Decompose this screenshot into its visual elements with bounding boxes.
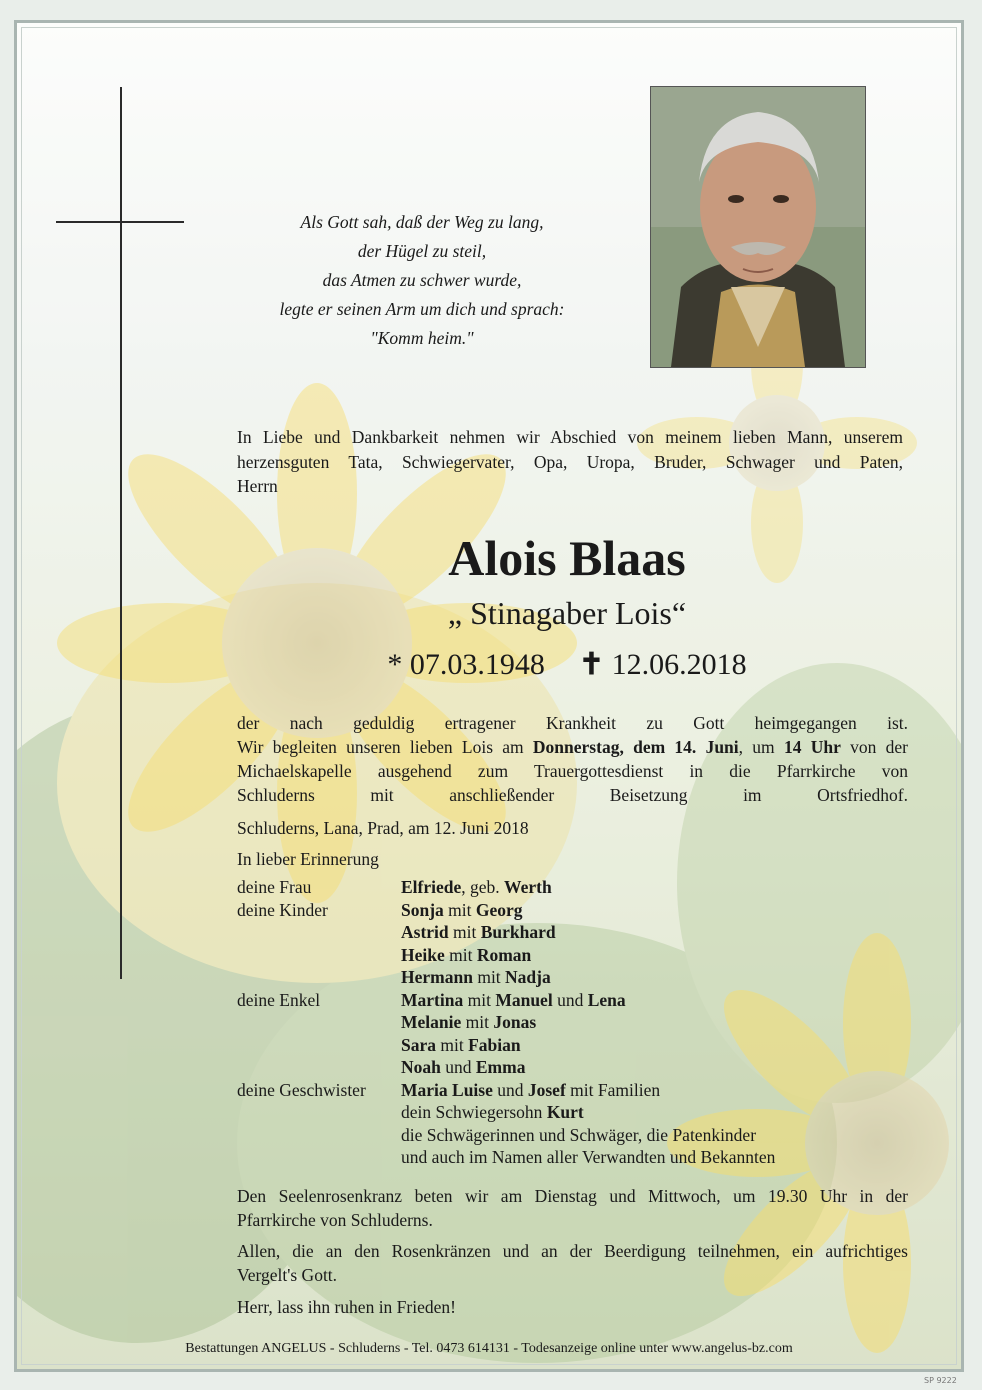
- family-members: [401, 944, 531, 967]
- life-dates: [317, 645, 817, 685]
- poem-line: "Komm heim.": [370, 328, 474, 348]
- poem-line: Als Gott sah, daß der Weg zu lang,: [300, 212, 544, 232]
- family-row: [237, 876, 775, 899]
- family-list: [237, 876, 775, 1169]
- family-members: [401, 899, 523, 922]
- family-member-name: Heike: [401, 944, 445, 965]
- family-relation: [237, 1124, 401, 1147]
- family-relation: deine Frau: [237, 877, 312, 897]
- intro-line: In Liebe und Dankbarkeit nehmen wir Abschied von meinem lieben Mann, unserem: [237, 427, 903, 447]
- deceased-name: Alois Blaas: [448, 530, 686, 586]
- family-connector: mit: [443, 899, 476, 920]
- deceased-nickname: „ Stinagaber Lois“: [447, 595, 687, 631]
- family-member-name: Roman: [476, 944, 532, 965]
- funeral-details: [237, 711, 908, 807]
- family-relation: deine Enkel: [237, 989, 321, 1010]
- family-relation: [237, 1146, 401, 1169]
- family-members: [401, 1034, 521, 1057]
- family-row: [237, 944, 775, 967]
- details-text: von der: [840, 737, 908, 757]
- portrait-photo: [650, 86, 866, 368]
- rosary-line: Pfarrkirche von Schluderns.: [237, 1210, 433, 1230]
- family-connector: mit Familien: [565, 1079, 661, 1100]
- family-row: [237, 1034, 775, 1057]
- family-member-name: Martina: [401, 989, 464, 1010]
- family-relation: deine Kinder: [237, 899, 328, 920]
- family-connector: , geb.: [461, 877, 505, 897]
- funeral-time: 14 Uhr: [783, 737, 841, 757]
- family-member-name: Emma: [475, 1057, 526, 1077]
- family-members: [401, 1124, 756, 1147]
- birth-date: * 07.03.1948: [387, 648, 545, 681]
- family-row: [237, 1124, 775, 1147]
- family-members: [401, 1101, 584, 1124]
- thanks-line: Allen, die an den Rosenkränzen und an der Beerdigung teilnehmen, ein aufrichtiges: [237, 1241, 908, 1261]
- family-member-name: Georg: [475, 899, 523, 920]
- family-row: [237, 1101, 775, 1124]
- family-connector: dein Schwiegersohn: [401, 1102, 547, 1122]
- family-row: [237, 989, 775, 1012]
- family-row: [237, 899, 775, 922]
- family-member-name: Manuel: [495, 989, 553, 1010]
- family-relation: [237, 944, 401, 967]
- rosary-line: Den Seelenrosenkranz beten wir am Dienstag und Mittwoch, um 19.30 Uhr in der: [237, 1186, 908, 1206]
- reference-code: SP 9222: [924, 1376, 957, 1385]
- family-members: [401, 1056, 525, 1079]
- family-connector: und auch im Namen aller Verwandten und Bekannten: [401, 1147, 776, 1167]
- family-connector: und: [492, 1079, 528, 1100]
- family-member-name: Burkhard: [480, 922, 556, 942]
- family-connector: und: [440, 1057, 476, 1077]
- family-members: [401, 1011, 536, 1034]
- family-members: [401, 1079, 660, 1102]
- poem-line: das Atmen zu schwer wurde,: [322, 270, 522, 290]
- family-connector: mit: [461, 1012, 494, 1032]
- family-member-name: Sara: [401, 1034, 436, 1055]
- family-members: [401, 1146, 775, 1169]
- family-member-name: Noah: [401, 1057, 441, 1077]
- details-line: Schluderns mit anschließender Beisetzung im Ortsfriedhof.: [237, 785, 908, 805]
- family-connector: mit: [472, 967, 506, 987]
- poem-line: der Hügel zu steil,: [357, 241, 487, 261]
- family-row: [237, 1146, 775, 1169]
- family-member-name: Astrid: [401, 922, 449, 942]
- family-relation: [237, 1056, 401, 1079]
- intro-text: [237, 425, 903, 499]
- death-date: 12.06.2018: [611, 648, 747, 681]
- family-relation: [237, 966, 401, 989]
- family-relation: [237, 1101, 401, 1124]
- family-member-name: Sonja: [401, 899, 444, 920]
- family-row: [237, 1011, 775, 1034]
- family-member-name: Kurt: [546, 1102, 584, 1122]
- family-connector: mit: [436, 1034, 469, 1055]
- family-connector: mit: [463, 989, 496, 1010]
- memory-heading: In lieber Erinnerung: [237, 849, 379, 869]
- details-text: , um: [738, 737, 784, 757]
- family-members: [401, 876, 552, 899]
- family-member-name: Werth: [504, 877, 552, 897]
- thanks-line: Vergelt's Gott.: [237, 1265, 338, 1285]
- family-connector: die Schwägerinnen und Schwäger, die Patenkinder: [401, 1124, 757, 1145]
- family-connector: mit: [444, 944, 477, 965]
- family-member-name: Nadja: [505, 967, 551, 987]
- thanks-notice: [237, 1239, 908, 1287]
- family-member-name: Lena: [587, 989, 626, 1010]
- family-row: [237, 921, 775, 944]
- family-relation: deine Geschwister: [237, 1079, 366, 1100]
- footer-funeral-home: Bestattungen ANGELUS - Schluderns - Tel. 0473 614131 - Todesanzeige online unter www.angelus-bz.com: [185, 1341, 793, 1356]
- details-line: der nach geduldig ertragener Krankheit zu Gott heimgegangen ist.: [237, 713, 908, 733]
- family-connector: und: [552, 989, 588, 1010]
- family-members: [401, 989, 626, 1012]
- details-line: Michaelskapelle ausgehend zum Trauergottesdienst in die Pfarrkirche von: [237, 761, 908, 781]
- closing-prayer: Herr, lass ihn ruhen in Frieden!: [237, 1297, 456, 1317]
- family-relation: [237, 1034, 401, 1057]
- family-relation: [237, 921, 401, 944]
- family-connector: mit: [448, 922, 481, 942]
- family-member-name: Melanie: [401, 1012, 462, 1032]
- family-members: [401, 966, 551, 989]
- place-date: Schluderns, Lana, Prad, am 12. Juni 2018: [237, 818, 529, 838]
- family-row: [237, 1079, 775, 1102]
- poem: [237, 208, 607, 353]
- obituary-card: [14, 20, 964, 1372]
- details-line: [237, 735, 908, 759]
- family-member-name: Josef: [527, 1079, 566, 1100]
- intro-line: herzensguten Tata, Schwiegervater, Opa, Uropa, Bruder, Schwager und Paten,: [237, 451, 903, 472]
- rosary-notice: [237, 1184, 908, 1232]
- details-text: Wir begleiten unseren lieben Lois am: [237, 737, 533, 757]
- family-row: [237, 1056, 775, 1079]
- funeral-date: Donnerstag, dem 14. Juni: [532, 737, 739, 757]
- family-member-name: Fabian: [468, 1034, 521, 1055]
- family-relation: [237, 1011, 401, 1034]
- poem-line: legte er seinen Arm um dich und sprach:: [279, 299, 565, 319]
- family-members: [401, 921, 556, 944]
- cross-icon: ✝: [578, 648, 605, 681]
- family-member-name: Hermann: [401, 967, 473, 987]
- family-member-name: Maria Luise: [401, 1079, 493, 1100]
- family-member-name: Jonas: [493, 1012, 537, 1032]
- family-row: [237, 966, 775, 989]
- family-member-name: Elfriede: [401, 877, 462, 897]
- cross-horizontal: [56, 221, 184, 223]
- intro-line: Herrn: [237, 476, 278, 496]
